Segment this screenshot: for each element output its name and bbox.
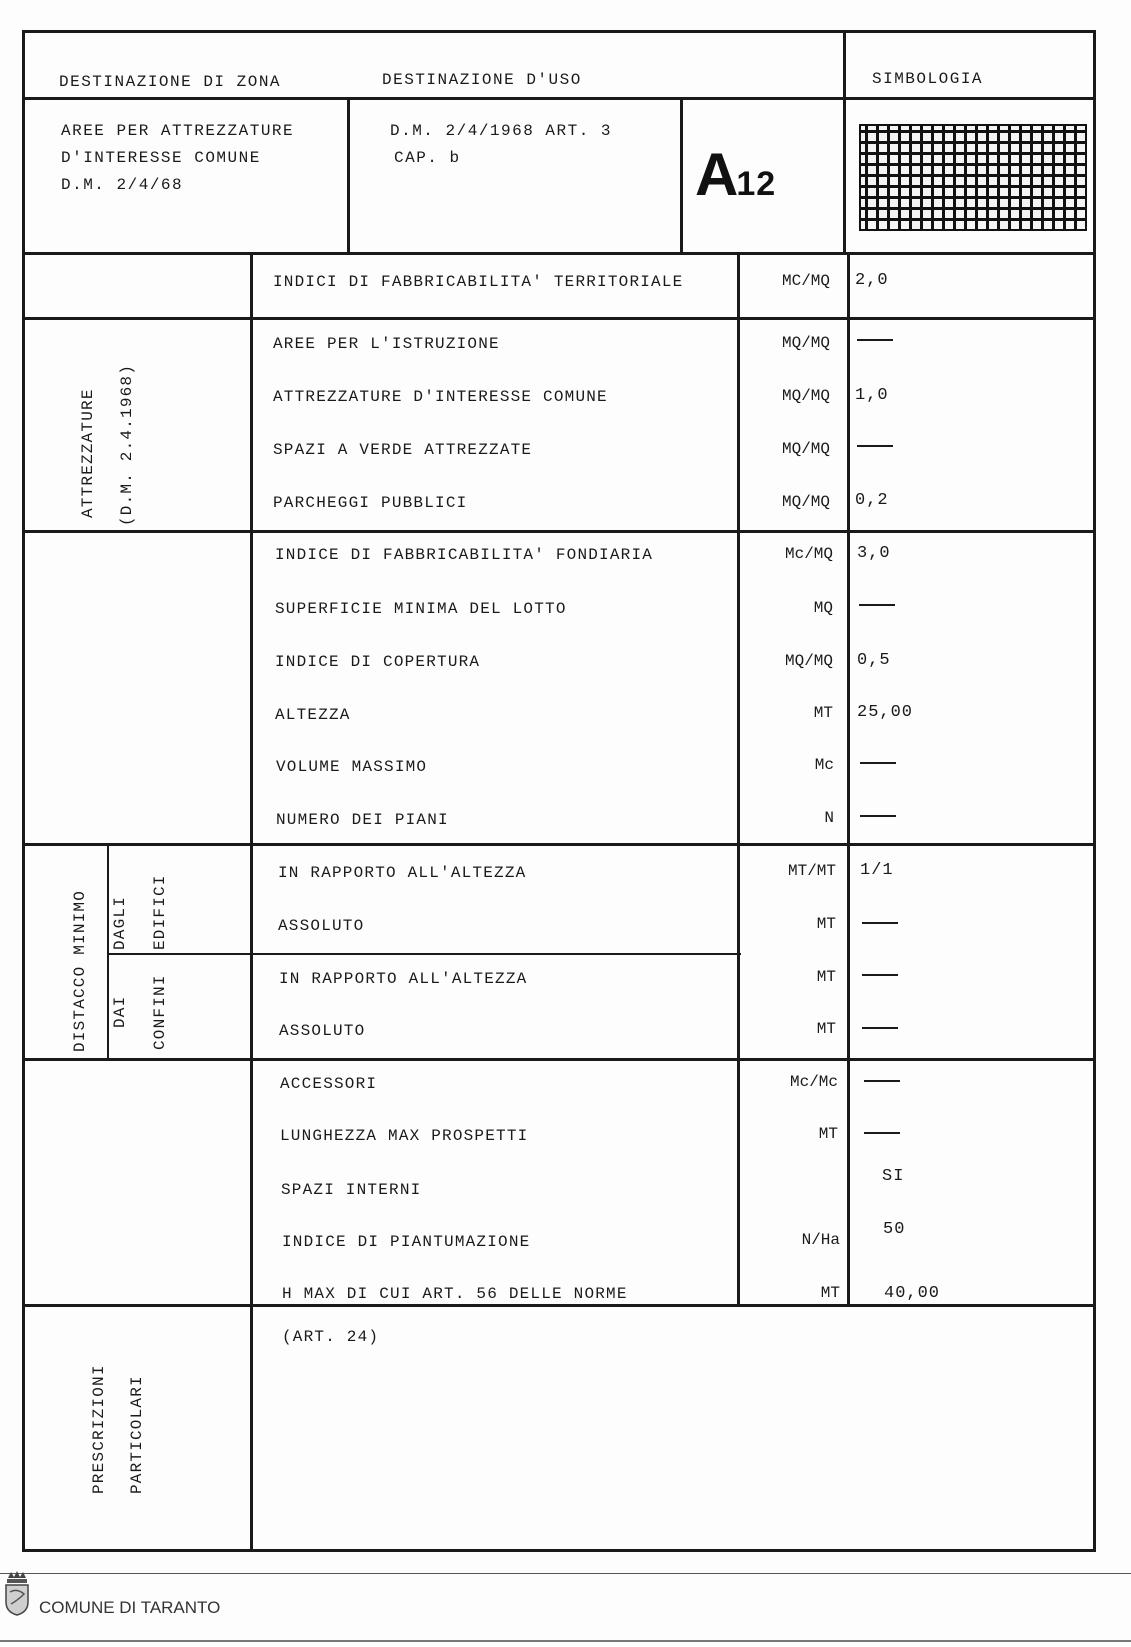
- zone-code-letter: A: [695, 141, 737, 208]
- municipality-name: COMUNE DI TARANTO: [39, 1598, 221, 1617]
- altri-row-unit: MT: [818, 1125, 838, 1143]
- altri-row-value: 40,00: [884, 1284, 941, 1303]
- label-column-divider: [250, 252, 253, 1552]
- attrezzature-bottom-line: [22, 530, 1096, 533]
- simbologia-label: SIMBOLOGIA: [872, 70, 984, 88]
- distacco-edifici-label-2: EDIFICI: [151, 874, 169, 950]
- distacco-bottom-line: [22, 1058, 1096, 1061]
- attrezzature-row-empty-value: [857, 445, 893, 447]
- header-divider: [22, 97, 1096, 100]
- simbologia-divider: [843, 30, 846, 254]
- fondiaria-row-value: 3,0: [857, 544, 891, 563]
- distacco-edifici-row-unit: MT: [816, 915, 836, 933]
- distacco-edifici-row-label: ASSOLUTO: [278, 917, 365, 935]
- zone-name-line1: AREE PER ATTREZZATURE: [61, 122, 295, 140]
- attrezzature-row-label: AREE PER L'ISTRUZIONE: [273, 335, 500, 353]
- attrezzature-row-unit: MQ/MQ: [781, 493, 830, 511]
- distacco-confini-label-1: DAI: [111, 995, 129, 1028]
- attrezzature-row-value: 1,0: [855, 386, 889, 405]
- attrezzature-row-label: SPAZI A VERDE ATTREZZATE: [273, 441, 533, 459]
- distacco-mid-line: [107, 953, 741, 955]
- fondiaria-row-value: 25,00: [857, 703, 914, 722]
- distacco-confini-row-label: IN RAPPORTO ALL'ALTEZZA: [279, 970, 528, 988]
- distacco-confini-row-unit: MT: [816, 1020, 836, 1038]
- attrezzature-group-label: ATTREZZATURE: [79, 388, 97, 518]
- distacco-confini-label-2: CONFINI: [151, 974, 169, 1050]
- attrezzature-row-unit: MQ/MQ: [781, 387, 830, 405]
- attrezzature-row-value: 0,2: [855, 491, 889, 510]
- zone-name-line3: D.M. 2/4/68: [61, 176, 184, 194]
- fondiaria-bottom-line: [22, 843, 1096, 846]
- attrezzature-row-label: PARCHEGGI PUBBLICI: [273, 494, 468, 512]
- header-bottom-line: [22, 252, 1096, 255]
- fondiaria-row-label: INDICE DI FABBRICABILITA' FONDIARIA: [275, 546, 654, 564]
- distacco-edifici-row-unit: MT/MT: [787, 862, 836, 880]
- uso-line2: CAP. b: [394, 149, 461, 167]
- prescrizioni-label-1: PRESCRIZIONI: [90, 1364, 108, 1494]
- fondiaria-row-label: INDICE DI COPERTURA: [275, 653, 481, 671]
- fondiaria-row-empty-value: [860, 762, 896, 764]
- uso-line1: D.M. 2/4/1968 ART. 3: [390, 122, 613, 140]
- altri-row-label: INDICE DI PIANTUMAZIONE: [282, 1233, 531, 1251]
- altri-row-value: SI: [882, 1167, 905, 1186]
- attrezzature-row-unit: MQ/MQ: [781, 440, 830, 458]
- zone-uso-divider: [347, 97, 350, 254]
- distacco-confini-row-label: ASSOLUTO: [279, 1022, 366, 1040]
- altri-row-empty-value: [864, 1080, 900, 1082]
- altri-row-label: LUNGHEZZA MAX PROSPETTI: [280, 1127, 529, 1145]
- value-column-divider: [847, 252, 850, 1304]
- altri-row-label: ACCESSORI: [280, 1075, 378, 1093]
- distacco-edifici-label-1: DAGLI: [111, 895, 129, 950]
- attrezzature-group-sub: (D.M. 2.4.1968): [118, 363, 136, 526]
- distacco-confini-row-empty-value: [862, 974, 898, 976]
- attrezzature-row-empty-value: [857, 339, 893, 341]
- altri-row-empty-value: [864, 1132, 900, 1134]
- zoning-sheet: [22, 30, 1096, 1552]
- territoriale-value: 2,0: [855, 271, 889, 290]
- attrezzature-row-label: ATTREZZATURE D'INTERESSE COMUNE: [273, 388, 608, 406]
- fondiaria-row-label: SUPERFICIE MINIMA DEL LOTTO: [275, 600, 567, 618]
- fondiaria-row-label: VOLUME MASSIMO: [276, 758, 428, 776]
- fondiaria-row-empty-value: [860, 815, 896, 817]
- altri-bottom-line: [22, 1304, 1096, 1307]
- fondiaria-row-label: ALTEZZA: [275, 706, 351, 724]
- altri-row-label: SPAZI INTERNI: [281, 1181, 422, 1199]
- prescrizioni-text: (ART. 24): [282, 1328, 380, 1346]
- footer-top-line: [0, 1573, 1131, 1574]
- distacco-edifici-row-empty-value: [862, 922, 898, 924]
- prescrizioni-label-2: PARTICOLARI: [128, 1375, 146, 1494]
- distacco-group-label: DISTACCO MINIMO: [71, 889, 89, 1052]
- distacco-edifici-row-value: 1/1: [860, 861, 894, 880]
- zone-code-number: 12: [736, 165, 777, 203]
- fondiaria-row-unit: MQ: [813, 599, 833, 617]
- destinazione-zona-label: DESTINAZIONE DI ZONA: [59, 73, 282, 91]
- attrezzature-row-unit: MQ/MQ: [781, 334, 830, 352]
- cross-hatch-pattern-icon: [861, 126, 1085, 229]
- altri-row-unit: N/Ha: [801, 1231, 840, 1249]
- territoriale-bottom-line: [22, 317, 1096, 320]
- altri-row-label: H MAX DI CUI ART. 56 DELLE NORME: [282, 1285, 628, 1303]
- fondiaria-row-value: 0,5: [857, 651, 891, 670]
- altri-row-unit: MT: [820, 1284, 840, 1302]
- symbology-pattern: [859, 124, 1087, 231]
- fondiaria-row-unit: N: [824, 809, 834, 827]
- uso-code-divider: [680, 97, 683, 254]
- fondiaria-row-unit: Mc/MQ: [784, 545, 833, 563]
- fondiaria-row-unit: MQ/MQ: [784, 652, 833, 670]
- coat-of-arms-icon: [2, 1570, 32, 1616]
- altri-row-unit: Mc/Mc: [789, 1073, 838, 1091]
- fondiaria-row-label: NUMERO DEI PIANI: [276, 811, 449, 829]
- footer-bottom-line: [0, 1640, 1131, 1642]
- distacco-subcolumn-divider: [107, 843, 109, 1058]
- fondiaria-row-unit: Mc: [814, 756, 834, 774]
- destinazione-uso-label: DESTINAZIONE D'USO: [382, 71, 582, 89]
- distacco-confini-row-empty-value: [862, 1027, 898, 1029]
- distacco-edifici-row-label: IN RAPPORTO ALL'ALTEZZA: [278, 864, 527, 882]
- fondiaria-row-empty-value: [859, 604, 895, 606]
- fondiaria-row-unit: MT: [813, 704, 833, 722]
- territoriale-label: INDICI DI FABBRICABILITA' TERRITORIALE: [273, 273, 684, 291]
- altri-row-value: 50: [883, 1220, 906, 1239]
- distacco-confini-row-unit: MT: [816, 968, 836, 986]
- zone-name-line2: D'INTERESSE COMUNE: [61, 149, 261, 167]
- territoriale-unit: MC/MQ: [781, 272, 830, 290]
- unit-column-divider: [737, 252, 740, 1304]
- zone-code: [695, 140, 776, 209]
